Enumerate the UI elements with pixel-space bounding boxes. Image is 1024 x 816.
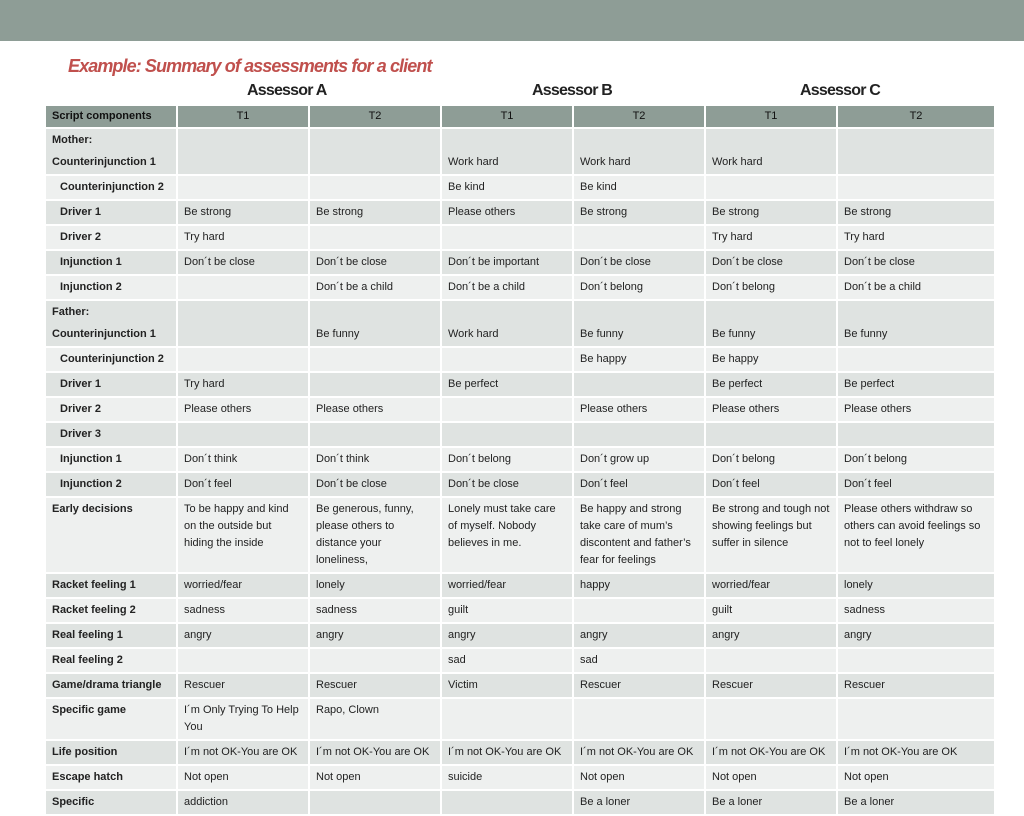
table-cell	[309, 225, 441, 250]
table-cell: Don´t think	[177, 447, 309, 472]
row-label-text: Game/drama triangle	[52, 679, 162, 691]
table-cell: Work hard	[441, 128, 573, 175]
row-label	[45, 573, 177, 598]
table-cell	[309, 422, 441, 447]
row-label	[45, 347, 177, 372]
table-cell: Don´t belong	[705, 447, 837, 472]
table-cell: Don´t be close	[309, 472, 441, 497]
table-cell: angry	[441, 623, 573, 648]
table-cell	[309, 790, 441, 815]
table-cell	[309, 128, 441, 175]
row-label	[45, 673, 177, 698]
column-header: T1	[177, 105, 309, 128]
row-label-text: Specific	[52, 796, 95, 808]
slide-title: Example: Summary of assessments for a client	[68, 56, 432, 76]
table-cell: Be generous, funny, please others to distance your loneliness,	[309, 497, 441, 573]
table-row	[45, 372, 995, 397]
top-banner	[0, 0, 1024, 41]
table-cell: Be kind	[441, 175, 573, 200]
table-row	[45, 598, 995, 623]
table-cell: Not open	[705, 765, 837, 790]
table-cell: angry	[837, 623, 995, 648]
table-cell: Don´t feel	[177, 472, 309, 497]
table-row	[45, 250, 995, 275]
table-cell: Rescuer	[177, 673, 309, 698]
table-cell: Rescuer	[573, 673, 705, 698]
table-cell: Victim	[441, 673, 573, 698]
table-cell	[837, 698, 995, 740]
table-cell: Don´t belong	[441, 447, 573, 472]
row-label-text: Injunction 2	[60, 478, 122, 490]
table-cell: happy	[573, 573, 705, 598]
table-cell: Don´t be close	[177, 250, 309, 275]
table-row	[45, 497, 995, 573]
table-cell: Not open	[837, 765, 995, 790]
table-cell: Don´t think	[309, 447, 441, 472]
assessor-b-heading: Assessor B	[532, 82, 613, 99]
table-cell: worried/fear	[705, 573, 837, 598]
table-cell	[441, 225, 573, 250]
table-cell: Rescuer	[837, 673, 995, 698]
row-label-text: Driver 1	[60, 206, 101, 218]
table-cell	[309, 648, 441, 673]
table-cell: Be strong	[705, 200, 837, 225]
table-cell	[573, 225, 705, 250]
table-cell	[177, 347, 309, 372]
table-row	[45, 790, 995, 815]
table-row	[45, 673, 995, 698]
table-cell: lonely	[309, 573, 441, 598]
table-cell: Don´t feel	[573, 472, 705, 497]
table-cell: sad	[441, 648, 573, 673]
table-cell: Please others	[441, 200, 573, 225]
row-label-text: Injunction 1	[60, 256, 122, 268]
table-cell: I´m not OK-You are OK	[441, 740, 573, 765]
table-cell: Don´t belong	[705, 275, 837, 300]
table-cell: Try hard	[177, 372, 309, 397]
table-cell: Not open	[309, 765, 441, 790]
row-label-text: Life position	[52, 746, 118, 758]
row-label	[45, 765, 177, 790]
table-cell: sadness	[177, 598, 309, 623]
table-cell: Not open	[573, 765, 705, 790]
table-cell: Be funny	[573, 300, 705, 347]
table-row	[45, 175, 995, 200]
table-cell	[705, 698, 837, 740]
table-cell: I´m not OK-You are OK	[177, 740, 309, 765]
row-label	[45, 300, 177, 347]
row-label	[45, 200, 177, 225]
table-row	[45, 200, 995, 225]
table-cell: I´m not OK-You are OK	[573, 740, 705, 765]
table-cell: Please others	[177, 397, 309, 422]
table-cell	[177, 128, 309, 175]
table-cell: Be funny	[705, 300, 837, 347]
table-cell: Be strong and tough not showing feelings but suffer in silence	[705, 497, 837, 573]
table-cell: worried/fear	[177, 573, 309, 598]
table-cell: Don´t be a child	[837, 275, 995, 300]
table-cell: Don´t be close	[441, 472, 573, 497]
row-label-text: Injunction 1	[60, 453, 122, 465]
table-cell: Please others	[837, 397, 995, 422]
table-cell	[441, 790, 573, 815]
table-cell: Be happy	[705, 347, 837, 372]
row-label	[45, 740, 177, 765]
table-cell: Work hard	[573, 128, 705, 175]
table-cell	[837, 422, 995, 447]
table-row	[45, 397, 995, 422]
table-row	[45, 347, 995, 372]
row-label-text: Early decisions	[52, 503, 133, 515]
table-row	[45, 128, 995, 175]
row-label-text: Driver 3	[60, 428, 101, 440]
row-label-text: Counterinjunction 2	[60, 181, 164, 193]
table-cell: Be perfect	[837, 372, 995, 397]
table-row	[45, 698, 995, 740]
assessor-c-heading: Assessor C	[800, 82, 881, 99]
row-label	[45, 623, 177, 648]
table-cell: Be a loner	[573, 790, 705, 815]
column-header: T2	[573, 105, 705, 128]
table-cell: Not open	[177, 765, 309, 790]
table-row	[45, 422, 995, 447]
table-cell: Work hard	[705, 128, 837, 175]
row-label	[45, 447, 177, 472]
row-label-text: Driver 2	[60, 231, 101, 243]
assessment-table	[44, 104, 996, 816]
table-cell: Please others	[705, 397, 837, 422]
table-cell	[441, 397, 573, 422]
table-cell: guilt	[705, 598, 837, 623]
table-cell: Please others	[309, 397, 441, 422]
table-cell	[573, 598, 705, 623]
table-cell	[441, 422, 573, 447]
column-header: T2	[309, 105, 441, 128]
table-row	[45, 225, 995, 250]
column-header: T1	[441, 105, 573, 128]
row-label	[45, 598, 177, 623]
table-cell	[309, 347, 441, 372]
row-sublabel-text: Counterinjunction 1	[52, 328, 156, 340]
table-cell	[573, 698, 705, 740]
row-label-text: Injunction 2	[60, 281, 122, 293]
table-cell: Be kind	[573, 175, 705, 200]
table-cell: Be happy	[573, 347, 705, 372]
table-cell: lonely	[837, 573, 995, 598]
row-label-text: Escape hatch	[52, 771, 123, 783]
row-label-text: Driver 2	[60, 403, 101, 415]
table-cell: Don´t be a child	[441, 275, 573, 300]
table-cell: worried/fear	[441, 573, 573, 598]
table-cell: Please others withdraw so others can avoid feelings so not to feel lonely	[837, 497, 995, 573]
table-cell: Be strong	[573, 200, 705, 225]
row-label	[45, 175, 177, 200]
row-label	[45, 648, 177, 673]
table-cell	[309, 372, 441, 397]
table-cell: Be strong	[309, 200, 441, 225]
table-cell	[705, 648, 837, 673]
table-cell	[441, 347, 573, 372]
row-label	[45, 372, 177, 397]
table-cell: addiction	[177, 790, 309, 815]
table-cell	[177, 300, 309, 347]
row-label	[45, 790, 177, 815]
table-cell: Try hard	[177, 225, 309, 250]
table-cell: Be a loner	[705, 790, 837, 815]
table-cell: I´m not OK-You are OK	[309, 740, 441, 765]
row-label	[45, 698, 177, 740]
table-row	[45, 472, 995, 497]
column-header: T1	[705, 105, 837, 128]
table-cell	[177, 648, 309, 673]
table-row	[45, 447, 995, 472]
table-cell: Don´t be close	[705, 250, 837, 275]
table-row	[45, 765, 995, 790]
table-cell: To be happy and kind on the outside but hiding the inside	[177, 497, 309, 573]
row-label-text: Father:	[52, 306, 90, 318]
row-label	[45, 497, 177, 573]
row-label-text: Real feeling 2	[52, 654, 123, 666]
table-header-row	[45, 105, 995, 128]
row-label	[45, 250, 177, 275]
table-cell: Rescuer	[705, 673, 837, 698]
table-cell: sadness	[837, 598, 995, 623]
table-cell: Try hard	[705, 225, 837, 250]
table-cell: Be happy and strong take care of mum’s discontent and father’s fear for feelings	[573, 497, 705, 573]
table-cell: Be perfect	[705, 372, 837, 397]
table-cell: Don´t belong	[837, 447, 995, 472]
row-label	[45, 275, 177, 300]
table-cell	[441, 698, 573, 740]
table-cell: Don´t be close	[837, 250, 995, 275]
table-cell	[837, 128, 995, 175]
table-cell: I´m Only Trying To Help You	[177, 698, 309, 740]
table-cell: Please others	[573, 397, 705, 422]
table-cell: I´m not OK-You are OK	[705, 740, 837, 765]
table-row	[45, 623, 995, 648]
table-cell: Be funny	[837, 300, 995, 347]
table-cell: Try hard	[837, 225, 995, 250]
table-cell: angry	[177, 623, 309, 648]
table-row	[45, 573, 995, 598]
table-cell: Be perfect	[441, 372, 573, 397]
column-header: T2	[837, 105, 995, 128]
table-cell: I´m not OK-You are OK	[837, 740, 995, 765]
table-cell	[705, 422, 837, 447]
table-cell: Be strong	[837, 200, 995, 225]
table-row	[45, 740, 995, 765]
table-cell: suicide	[441, 765, 573, 790]
row-label-text: Mother:	[52, 134, 93, 146]
assessor-a-heading: Assessor A	[247, 82, 327, 99]
row-label	[45, 397, 177, 422]
table-cell	[177, 422, 309, 447]
table-cell: angry	[573, 623, 705, 648]
row-label-text: Specific game	[52, 704, 126, 716]
table-cell	[837, 347, 995, 372]
table-row	[45, 275, 995, 300]
table-cell	[573, 422, 705, 447]
table-cell: angry	[309, 623, 441, 648]
table-cell: Be funny	[309, 300, 441, 347]
row-label	[45, 472, 177, 497]
table-cell: sad	[573, 648, 705, 673]
table-cell: Don´t be important	[441, 250, 573, 275]
table-cell	[837, 648, 995, 673]
table-cell: Don´t be close	[573, 250, 705, 275]
table-cell	[837, 175, 995, 200]
table-cell: Rapo, Clown	[309, 698, 441, 740]
row-label-text: Racket feeling 1	[52, 579, 136, 591]
table-cell: Work hard	[441, 300, 573, 347]
table-cell	[705, 175, 837, 200]
table-cell: angry	[705, 623, 837, 648]
row-label	[45, 128, 177, 175]
row-label-text: Real feeling 1	[52, 629, 123, 641]
column-header: Script components	[45, 105, 177, 128]
table-cell	[573, 372, 705, 397]
row-label	[45, 225, 177, 250]
table-cell: Don´t grow up	[573, 447, 705, 472]
table-row	[45, 300, 995, 347]
table-cell: Don´t feel	[705, 472, 837, 497]
row-label-text: Counterinjunction 2	[60, 353, 164, 365]
row-sublabel-text: Counterinjunction 1	[52, 156, 156, 168]
table-cell: Don´t feel	[837, 472, 995, 497]
row-label-text: Racket feeling 2	[52, 604, 136, 616]
table-cell	[309, 175, 441, 200]
table-cell: Lonely must take care of myself. Nobody believes in me.	[441, 497, 573, 573]
table-cell	[177, 275, 309, 300]
table-cell: Don´t belong	[573, 275, 705, 300]
table-cell: sadness	[309, 598, 441, 623]
table-cell	[177, 175, 309, 200]
table-cell: Be strong	[177, 200, 309, 225]
table-cell: guilt	[441, 598, 573, 623]
table-cell: Don´t be a child	[309, 275, 441, 300]
table-row	[45, 648, 995, 673]
row-label	[45, 422, 177, 447]
table-cell: Rescuer	[309, 673, 441, 698]
row-label-text: Driver 1	[60, 378, 101, 390]
table-cell: Be a loner	[837, 790, 995, 815]
table-cell: Don´t be close	[309, 250, 441, 275]
